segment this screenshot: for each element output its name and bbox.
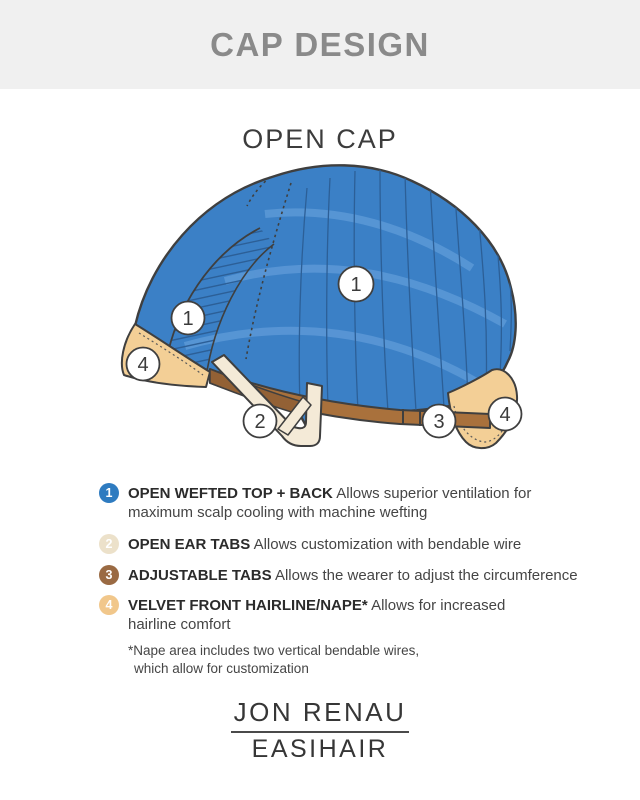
legend-badge-2: 2 — [99, 534, 119, 554]
legend-text-2 — [128, 535, 521, 554]
legend-badge-3: 3 — [99, 565, 119, 585]
legend-label-3: ADJUSTABLE TABS — [128, 567, 272, 584]
logo-divider — [231, 731, 409, 733]
legend-text-4 — [128, 596, 505, 634]
callout-3: 3 — [433, 411, 445, 434]
diagram-title: OPEN CAP — [242, 124, 398, 154]
callout-1-front: 1 — [182, 308, 194, 331]
page-title: CAP DESIGN — [210, 25, 430, 63]
legend-desc-1: Allows superior ventilation for — [336, 485, 532, 502]
callout-4-nape: 4 — [499, 404, 511, 427]
legend-desc-2: Allows customization with bendable wire — [253, 536, 522, 553]
legend-desc-1-line2: maximum scalp cooling with machine wefting — [128, 504, 428, 521]
cap-illustration — [60, 156, 580, 468]
legend-label-1: OPEN WEFTED TOP + BACK — [128, 485, 333, 502]
legend-label-4: VELVET FRONT HAIRLINE/NAPE* — [128, 597, 368, 614]
page-header — [0, 0, 640, 89]
legend-item-ear-tabs — [99, 535, 599, 554]
callout-2: 2 — [254, 411, 266, 434]
brand-name-jon-renau: JON RENAU — [233, 697, 407, 727]
callout-4-front: 4 — [137, 354, 149, 377]
legend-badge-4: 4 — [99, 595, 119, 615]
legend-desc-4-line2: hairline comfort — [128, 616, 231, 633]
footnote-line2: which allow for customization — [134, 661, 309, 676]
footnote-line1: *Nape area includes two vertical bendable wires, — [128, 643, 420, 658]
legend-item-adjustable-tabs — [99, 566, 599, 585]
legend-item-open-wefted — [99, 484, 599, 522]
cap-illustration-svg — [60, 156, 580, 468]
legend-item-velvet-hairline — [99, 596, 599, 634]
legend-desc-3: Allows the wearer to adjust the circumference — [274, 567, 578, 584]
legend-label-2: OPEN EAR TABS — [128, 536, 251, 553]
legend-badge-1: 1 — [99, 483, 119, 503]
callout-1-main: 1 — [350, 274, 362, 297]
legend-desc-4: Allows for increased — [371, 597, 506, 614]
legend-footnote — [128, 642, 599, 678]
legend — [99, 484, 599, 678]
legend-text-3 — [128, 566, 578, 585]
brand-logo — [0, 697, 640, 764]
legend-text-1 — [128, 484, 531, 522]
brand-name-easihair: EASIHAIR — [251, 735, 389, 763]
